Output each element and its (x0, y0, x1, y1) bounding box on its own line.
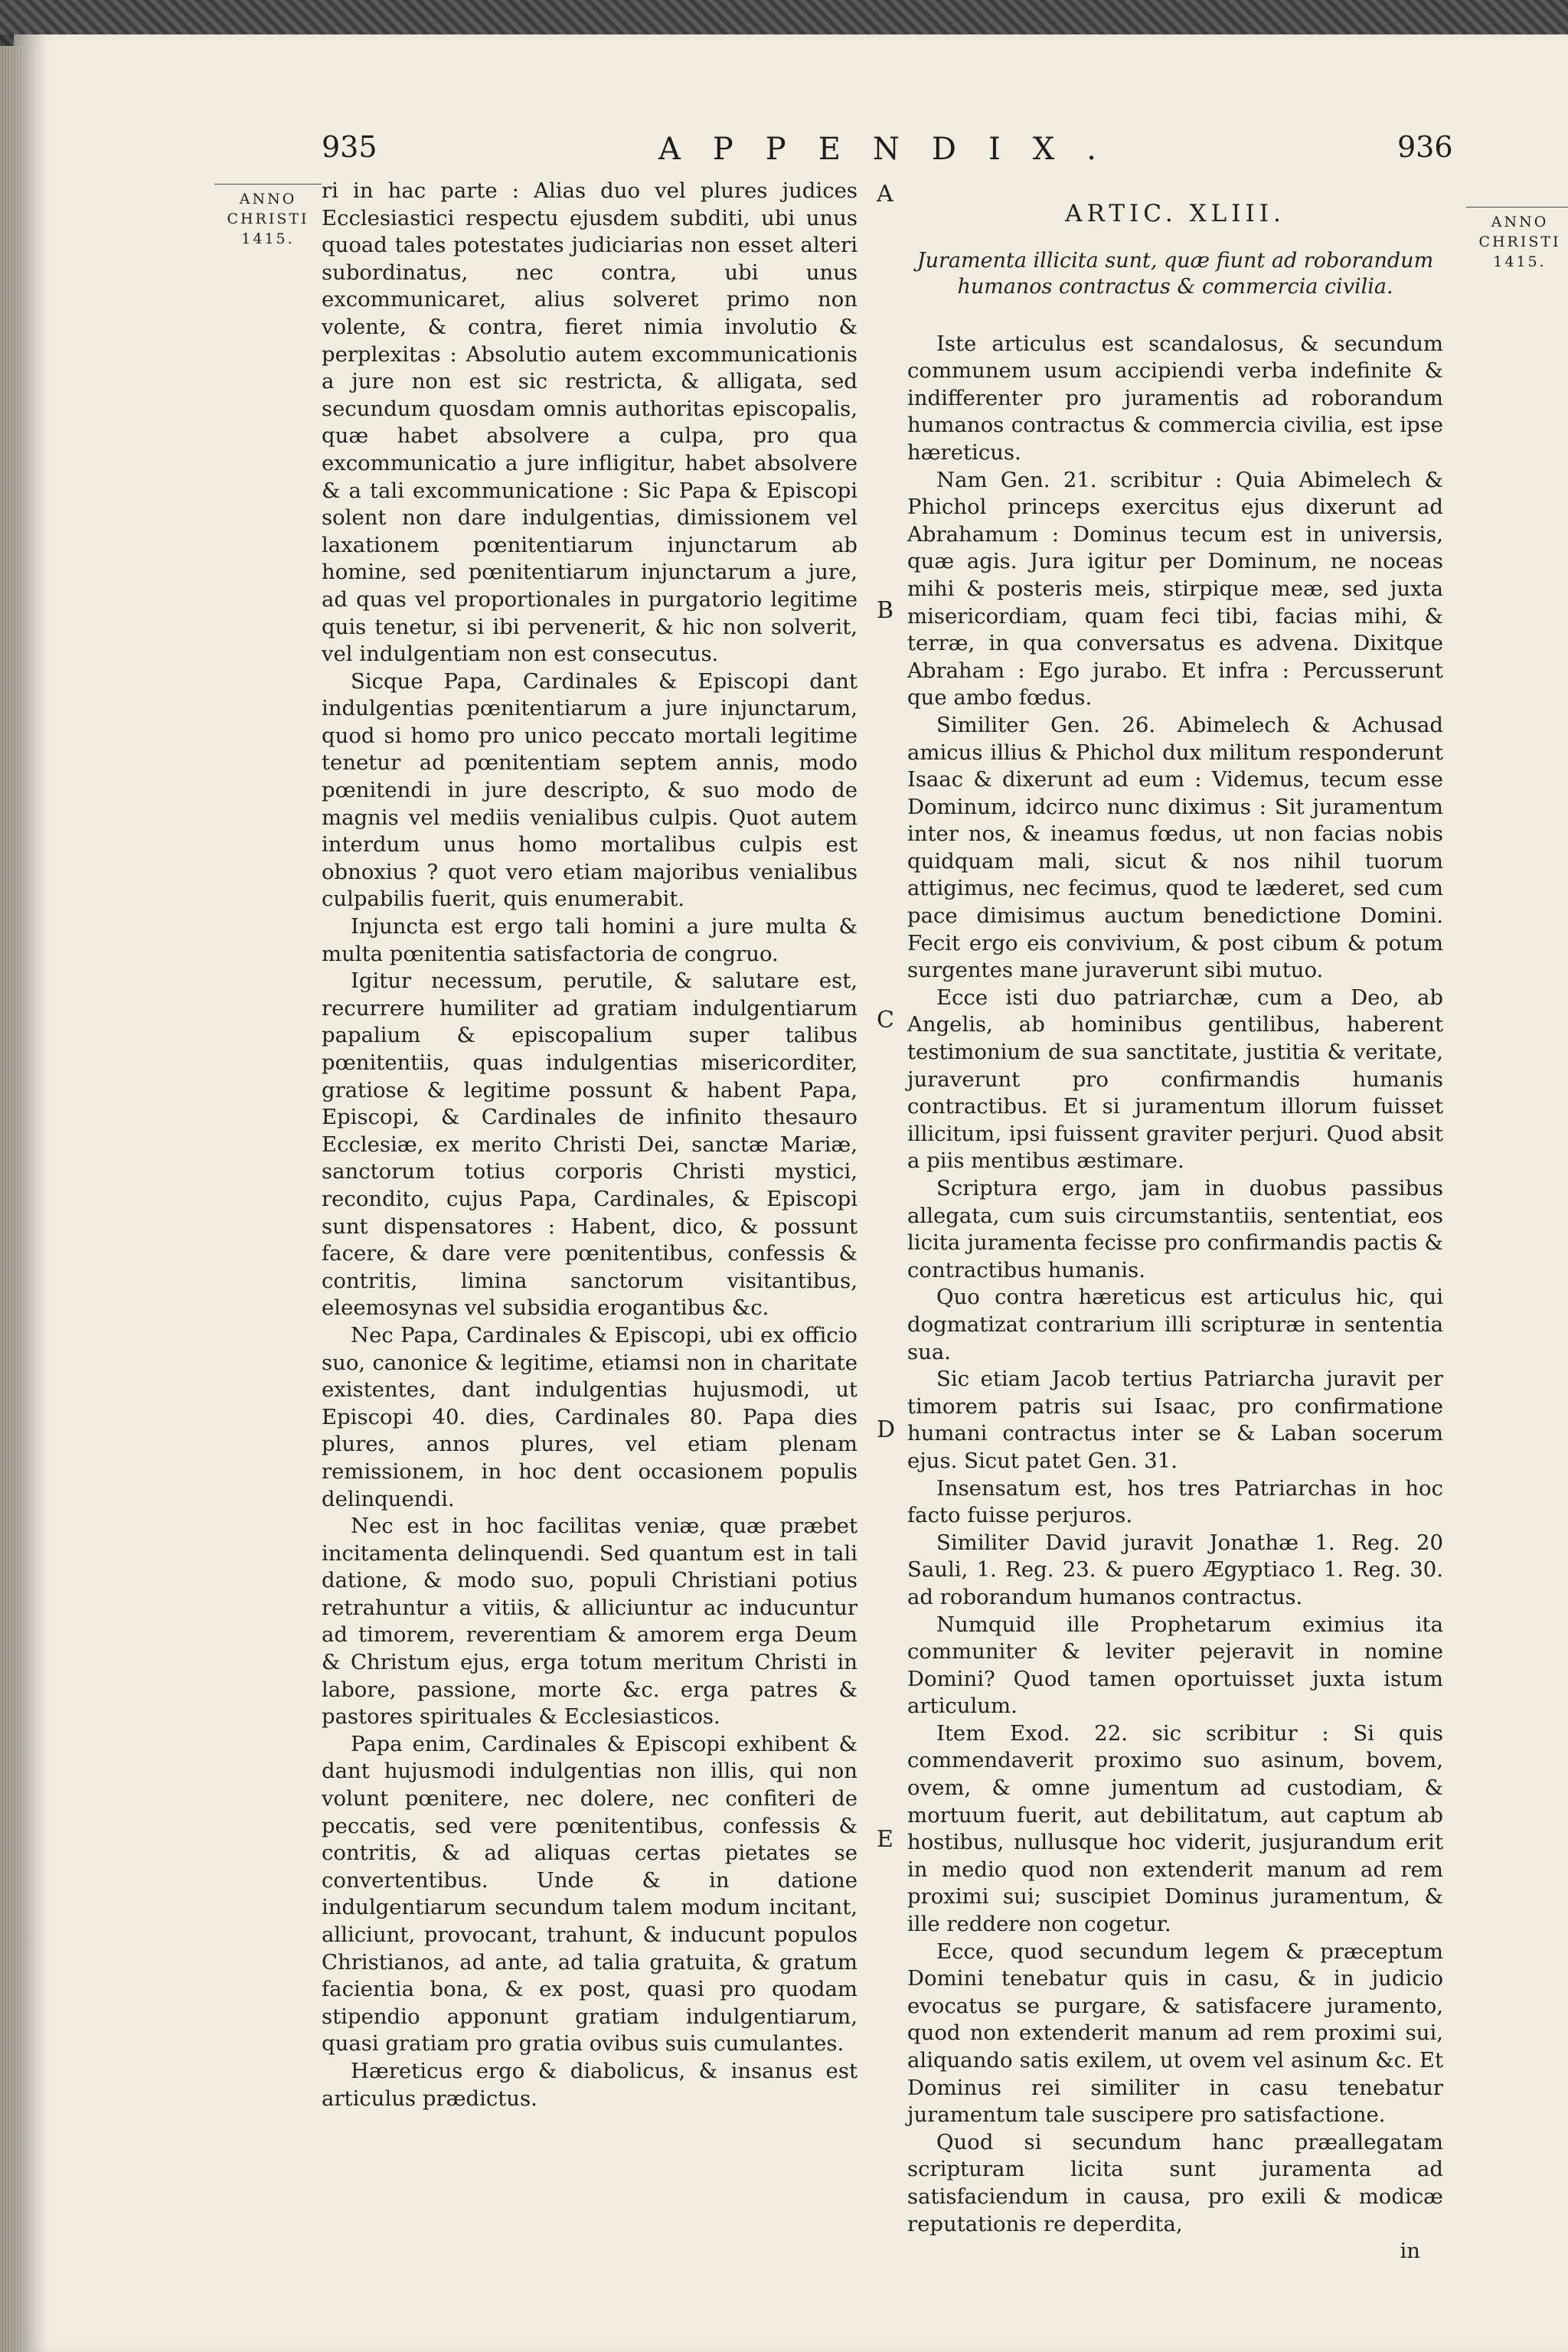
section-letter-b: B (877, 597, 894, 624)
paragraph: Similiter David juravit Jonathæ 1. Reg. 20 Sauli, 1. Reg. 23. & puero Ægyptiaco 1. Reg. 30. ad roborandum humanos contractus. (907, 1530, 1443, 1609)
paragraph: Insensatum est, hos tres Patriarchas in hoc facto fuisse perjuros. (907, 1475, 1443, 1528)
paragraph: Iste articulus est scandalosus, & secundum communem usum accipiendi verba indefinite & indifferenter pro juramentis ad roborandum humanos contractus & commercia civilia, est ipse hæreticus. (907, 331, 1443, 465)
paragraph: Ecce, quod secundum legem & præceptum Domini tenebatur quis in casu, & in judicio evocatus se purgare, & satisfacere juramento, quod non extenderit manum ad rem proximi sui, aliquando satis exilem, ut ovem vel asinum &c. Et Dominus rei similiter in casu tenebatur juramentum tale suscipere pro satisfactione. (907, 1939, 1443, 2128)
paragraph: Item Exod. 22. sic scribitur : Si quis commendaverit proximo suo asinum, bovem, ovem, & omne jumentum ad custodiam, & mortuum fuerit, aut debilitatum, aut captum ab hostibus, nullusque hoc viderit, jusjurandum erit in medio quod non extenderit manum ad rem proximi sui; suscipiet Dominus juramentum, & ille reddere non cogetur. (907, 1720, 1443, 1937)
paragraph: Ecce isti duo patriarchæ, cum a Deo, ab Angelis, ab hominibus gentilibus, haberent testimonium de sua sanctitate, justitia & veritate, juraverunt pro confirmandis humanis contractibus. Et si juramentum illorum fuisset illicitum, ipsi fuissent graviter perjuri. Quod absit a piis mentibus æstimare. (907, 985, 1443, 1174)
paragraph: Hæreticus ergo & diabolicus, & insanus est articulus prædictus. (322, 2058, 858, 2111)
section-letter-a: A (877, 181, 893, 207)
spine-shadow (0, 34, 46, 2352)
margin-note-line: ANNO (239, 191, 297, 207)
paragraph: Quod si secundum hanc præallegatam scripturam licita sunt juramenta ad satisfaciendum in causa, pro exili & modicæ reputationis re deperdita, (907, 2129, 1443, 2236)
running-head: APPENDIX. (658, 132, 1129, 167)
paragraph: Sic etiam Jacob tertius Patriarcha juravit per timorem patris sui Isaac, pro confirmatione humani contractus inter se & Laban socerum ejus. Sicut patet Gen. 31. (907, 1367, 1443, 1473)
margin-note-left (214, 184, 322, 249)
paragraph: Sicque Papa, Cardinales & Episcopi dant indulgentias pœnitentiarum a jure injunctarum, quod si homo pro unico peccato mortali legitime tenetur ad pœnitentiam septem annis, modo pœnitendi in jure descripto, & suo modo de magnis vel mediis venialibus culpis. Quot autem interdum unus homo mortalibus culpis est obnoxius ? quot vero etiam majoribus venialibus culpabilis fuerit, quis enumerabit. (322, 668, 858, 912)
paragraph: Papa enim, Cardinales & Episcopi exhibent & dant hujusmodi indulgentias non illis, qui non volunt pœnitere, nec dolere, nec confiteri de peccatis, sed vere pœnitentibus, confessis & contritis, & ad aliquas certas pietates se convertentibus. Unde & in datione indulgentiarum secundum talem modum incitant, alliciunt, provocant, trahunt, & inducunt populos Christianos, ad ante, ad talia gratuita, & gratum facientia bona, & ex post, quasi pro quodam stipendio apponunt gratiam indulgentiarum, quasi gratiam pro gratia ovibus suis cumulantes. (322, 1731, 858, 2056)
margin-note-line: 1415. (241, 230, 295, 247)
paragraph: Similiter Gen. 26. Abimelech & Achusad amicus illius & Phichol dux militum responderunt Isaac & dixerunt ad eum : Videmus, tecum esse Dominum, idcirco nunc diximus : Sit juramentum inter nos, & ineamus fœdus, ut non facias nobis quidquam mali, sicut & nos nihil tuorum attigimus, nec fecimus, quod te læderet, sed cum pace dimisimus auctum benedictione Domini. Fecit ergo eis convivium, & post cibum & potum surgentes mane juraverunt sibi mutuo. (907, 712, 1443, 983)
right-column (907, 178, 1443, 2265)
catchword: in (1400, 2239, 1420, 2264)
margin-note-line: 1415. (1493, 253, 1547, 270)
folio-left: 935 (322, 130, 377, 164)
article-title: ARTIC. XLIII. (1065, 200, 1285, 227)
paragraph: Nec est in hoc facilitas veniæ, quæ præbet incitamenta delinquendi. Sed quantum est in tali datione, & modo suo, populi Christiani potius retrahuntur a vitiis, & alliciuntur ac inducuntur ad timorem, reverentiam & amorem erga Deum & Christum ejus, erga totum meritum Christi in labore, passione, morte &c. erga patres & pastores spirituales & Ecclesiasticos. (322, 1514, 858, 1730)
paragraph: Quo contra hæreticus est articulus hic, qui dogmatizat contrarium illi scripturæ in sententia sua. (907, 1285, 1443, 1364)
paragraph: Scriptura ergo, jam in duobus passibus allegata, cum suis circumstantiis, sententiat, eos licita juramenta fecisse pro confirmandis pactis & contractibus humanis. (907, 1176, 1443, 1282)
section-letter-c: C (877, 1007, 894, 1034)
paragraph: Numquid ille Prophetarum eximius ita communiter & leviter pejeravit in nomine Domini? Quod tamen oportuisset juxta istum articulum. (907, 1612, 1443, 1719)
margin-note-right (1466, 207, 1568, 272)
paragraph: Injuncta est ergo tali homini a jure multa & multa pœnitentia satisfactoria de congruo. (322, 914, 858, 966)
paragraph: Igitur necessum, perutile, & salutare est, recurrere humiliter ad gratiam indulgentiarum papalium & episcopalium super talibus pœnitentiis, quas indulgentias misericorditer, gratiose & legitime possunt & habent Papa, Episcopi, & Cardinales de infinito thesauro Ecclesiæ, ex merito Christi Dei, sanctæ Mariæ, sanctorum totius corporis Christi mystici, recondito, cujus Papa, Cardinales, & Episcopi sunt dispensatores : Habent, dico, & possunt facere, & dare vere pœnitentibus, confessis & contritis, limina sanctorum visitantibus, eleemosynas vel subsidia erogantibus &c. (322, 969, 858, 1321)
paragraph: Nam Gen. 21. scribitur : Quia Abimelech & Phichol princeps exercitus ejus dixerunt ad Abrahamum : Dominus tecum est in universis, quæ agis. Jura igitur per Dominum, ne noceas mihi & posteris meis, stirpique meæ, sed juxta misericordiam, quam feci tibi, facias mihi, & terræ, in qua conversatus es advena. Dixitque Abraham : Ego jurabo. Et infra : Percusserunt que ambo fœdus. (907, 467, 1443, 710)
folio-right: 936 (1397, 130, 1453, 164)
margin-note-line: CHRISTI (1478, 234, 1561, 250)
margin-note-line: ANNO (1491, 214, 1549, 230)
section-letter-d: D (877, 1416, 896, 1443)
paragraph: ri in hac parte : Alias duo vel plures judices Ecclesiastici respectu ejusdem subditi, ubi unus quoad tales potestates judiciarias non esset alteri subordinatus, nec contra, ubi unus excommunicaret, alius solveret primo non volente, & contra, fieret nimia involutio & perplexitas : Absolutio autem excommunicationis a jure non est sic restricta, & alligata, sed secundum quosdam omnis authoritas episcopalis, quæ habet absolvere a culpa, pro qua excommunicatio a jure infligitur, habet absolvere & a tali excommunicatione : Sic Papa & Episcopi solent non dare indulgentias, dimissionem vel laxationem pœnitentiarum injunctarum ab homine, sed pœnitentiarum injunctarum a jure, ad quas vel proportionales in purgatorio legitime quis tenetur, si ibi pervenerit, & hic non solverit, vel indulgentiam non est consecutus. (322, 178, 858, 667)
article-subtitle: Juramenta illicita sunt, quæ fiunt ad roborandum humanos contractus & commercia civilia. (916, 248, 1434, 299)
margin-note-line: CHRISTI (227, 211, 309, 227)
section-letter-e: E (877, 1826, 893, 1853)
left-column (322, 178, 858, 2112)
paragraph: Nec Papa, Cardinales & Episcopi, ubi ex officio suo, canonice & legitime, etiamsi non in charitate existentes, dant indulgentias hujusmodi, ut Episcopi 40. dies, Cardinales 80. Papa dies plures, annos plures, vel etiam plenam remissionem, in hoc dent occasionem populis delinquendi. (322, 1322, 858, 1511)
